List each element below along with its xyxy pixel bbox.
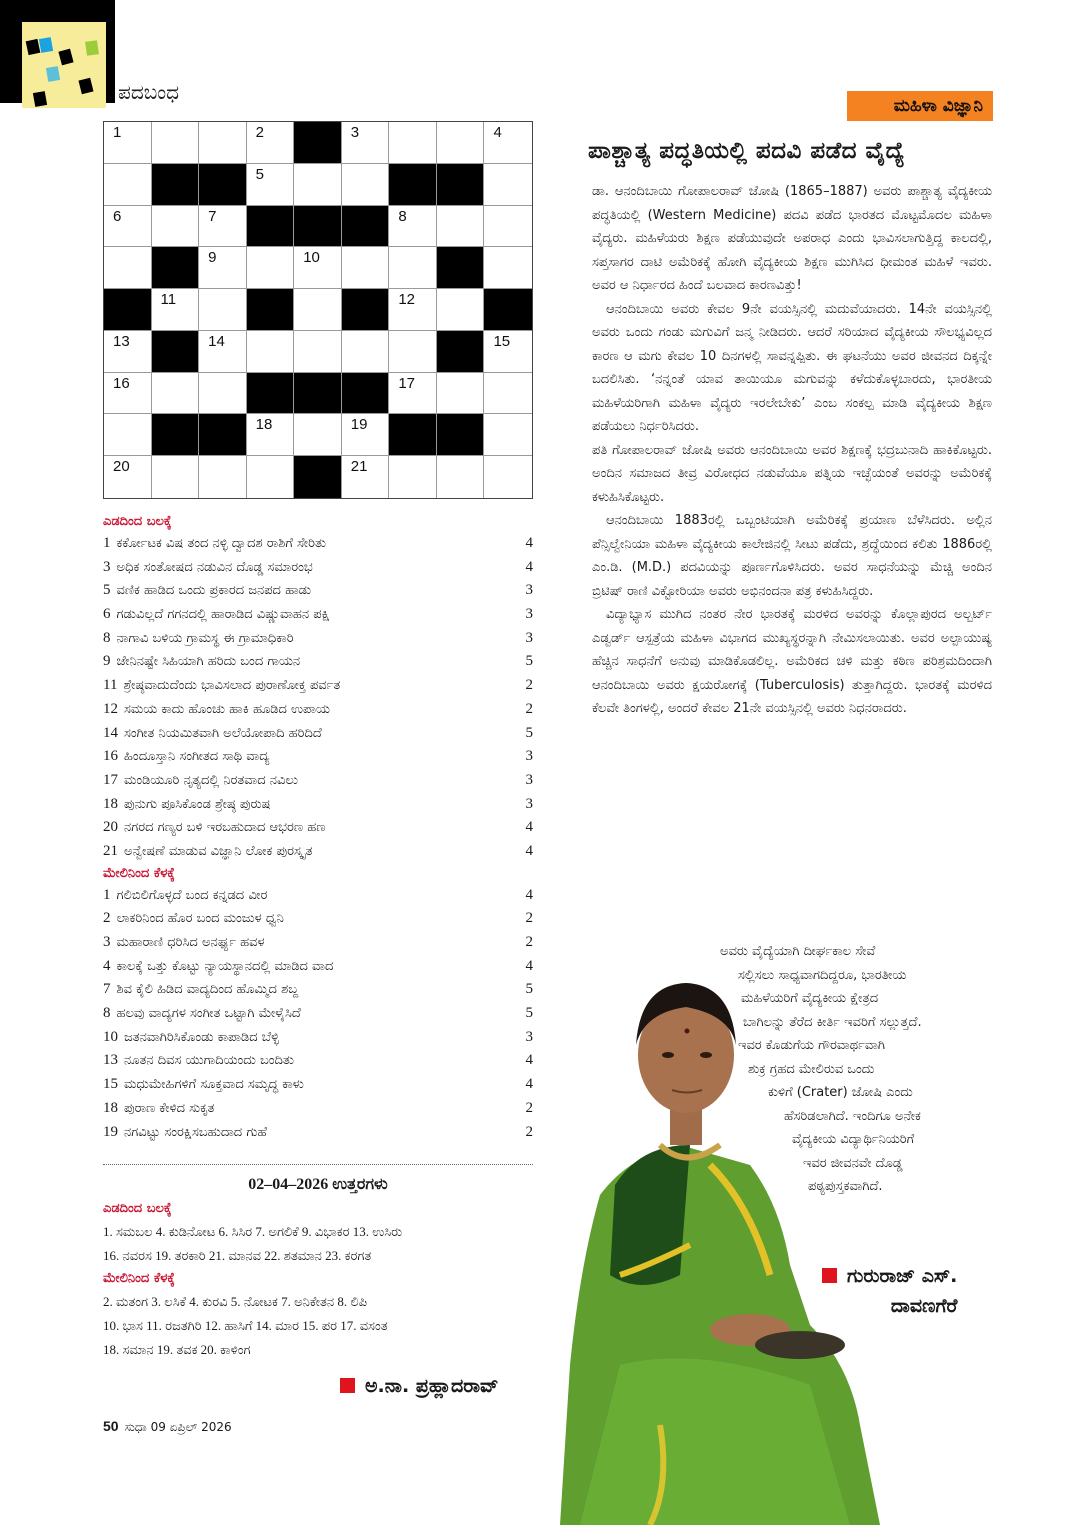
clue-text [103, 698, 519, 722]
eye [662, 1052, 674, 1058]
grid-cell[interactable] [437, 206, 485, 248]
grid-cell-black [342, 289, 390, 331]
clue-text [103, 579, 519, 603]
clue-label: ಲಾಕರಿನಿಂದ ಹೊರ ಬಂದ ಮಂಜುಳ ಧ್ವನಿ [116, 911, 284, 927]
bindi [685, 1029, 690, 1034]
clue-number: 7 [103, 981, 111, 998]
logo-square [39, 37, 53, 53]
grid-cell-black [342, 373, 390, 415]
down-clue [103, 1049, 533, 1073]
grid-cell-black [247, 373, 295, 415]
grid-cell-black [152, 414, 200, 456]
across-clue [103, 816, 533, 840]
clue-label: ಹಲವು ವಾದ್ಯಗಳ ಸಂಗೀತ ಒಟ್ಟಾಗಿ ಮೇಳೈಸಿದೆ [116, 1006, 301, 1022]
clue-text [103, 650, 519, 674]
grid-cell[interactable] [484, 206, 532, 248]
grid-cell[interactable] [199, 289, 247, 331]
clue-number: 20 [103, 819, 118, 836]
crossword-grid [103, 121, 533, 499]
clue-number: 6 [103, 606, 111, 623]
article-author-place: ದಾವಣಗೆರೆ [890, 1295, 958, 1317]
down-clue [103, 884, 533, 908]
clue-text [103, 1049, 519, 1073]
clue-label: ಮಹಾರಾಣಿ ಧರಿಸಿದ ಅನರ್ಘ್ಯ ಹವಳ [116, 935, 265, 950]
wrap-line: ಬಾಗಿಲನ್ನು ತೆರೆದ ಕೀರ್ತಿ ಇವರಿಗೆ ಸಲ್ಲುತ್ತದೆ. [743, 1014, 922, 1030]
cell-number: 1 [113, 124, 122, 141]
logo-square [58, 49, 73, 66]
cell-number: 18 [255, 416, 273, 434]
across-clue-list [103, 532, 533, 864]
clues-panel [103, 512, 533, 1144]
grid-cell-black [389, 164, 437, 206]
grid-cell-black [199, 164, 247, 206]
clue-length: 3 [525, 629, 533, 646]
grid-cell[interactable] [484, 373, 532, 415]
grid-cell[interactable] [104, 247, 152, 289]
clue-length: 3 [525, 606, 533, 623]
down-clue-list [103, 884, 533, 1145]
down-clue [103, 1026, 533, 1050]
clue-label: ಶಿವ ಕೈಲಿ ಹಿಡಿದ ವಾದ್ಯದಿಂದ ಹೊಮ್ಮಿದ ಶಬ್ದ [116, 982, 299, 998]
across-clue [103, 769, 533, 793]
clue-length: 3 [525, 771, 533, 788]
down-heading: ಮೇಲಿನಿಂದ ಕೆಳಕ್ಕೆ [103, 865, 175, 881]
clue-label: ನಗವಿಟ್ಟು ಸಂರಕ್ಷಿಸಬಹುದಾದ ಗುಹೆ [124, 1124, 268, 1140]
clue-label: ವಣಿಕ ಹಾಡಿದ ಒಂದು ಪ್ರಕಾರದ ಜನಪದ ಹಾಡು [116, 583, 312, 599]
grid-cell-black [437, 247, 485, 289]
clue-length: 2 [525, 700, 533, 717]
logo-square [33, 91, 47, 107]
clue-length: 4 [525, 819, 533, 836]
grid-cell[interactable] [104, 164, 152, 206]
clue-label: ನಗರದ ಗಣ್ಯರ ಬಳಿ ಇರಬಹುದಾದ ಆಭರಣ ಹಣ [124, 820, 326, 836]
page-number: 50 [103, 1418, 119, 1434]
footer-text: ಸುಧಾ 09 ಏಪ್ರಿಲ್ 2026 [124, 1420, 232, 1434]
article-body [592, 180, 992, 721]
red-square-icon [822, 1268, 837, 1283]
across-clue [103, 603, 533, 627]
cell-number: 10 [303, 249, 320, 267]
grid-cell[interactable] [199, 456, 247, 498]
down-clue [103, 907, 533, 931]
grid-cell-black [294, 122, 342, 164]
cell-number: 9 [208, 249, 217, 267]
grid-cell[interactable] [152, 373, 200, 415]
clue-number: 8 [103, 1005, 111, 1022]
article-paragraph: ಪತಿ ಗೋಪಾಲರಾವ್ ಜೋಷಿ ಅವರು ಆನಂದಿಬಾಯಿ ಅವರ ಶಿಕ್ಷಣಕ್ಕೆ ಭದ್ರಬುನಾದಿ ಹಾಕಿಕೊಟ್ಟರು. ಅಂದಿನ ಸಮಾಜದ ತೀವ್ರ ವಿರೋಧದ ನಡುವೆಯೂ ಪತ್ನಿಯ ಇಚ್ಛೆಯಂತೆ ಅವರನ್ನು ಅಮೆರಿಕಕ್ಕೆ ಕಳುಹಿಸಿಕೊಟ್ಟರು. [592, 442, 992, 505]
clue-number: 13 [103, 1052, 118, 1069]
grid-cell[interactable] [199, 247, 247, 289]
logo-square [85, 40, 99, 56]
dotted-divider [103, 1164, 533, 1165]
cell-number: 12 [398, 291, 416, 309]
grid-cell[interactable] [247, 414, 295, 456]
down-clue [103, 955, 533, 979]
grid-cell[interactable] [294, 331, 342, 373]
grid-cell[interactable] [342, 456, 390, 498]
clue-number: 11 [103, 677, 118, 694]
grid-cell[interactable] [389, 331, 437, 373]
clue-length: 2 [525, 1123, 533, 1140]
cell-number: 6 [113, 207, 122, 225]
grid-cell-black [342, 206, 390, 248]
cell-number: 13 [113, 332, 130, 350]
wrap-line: ಇವರ ಜೀವನವೇ ದೊಡ್ಡ [803, 1155, 903, 1171]
answers-down-line: 2. ಮತಂಗ 3. ಲಸಿಕೆ 4. ಕುರವಿ 5. ನೋಟಕ 7. ಅನಿಕೇತನ 8. ಲಿಪಿ [103, 1294, 368, 1309]
crossword-author [340, 1375, 498, 1397]
clue-length: 3 [525, 795, 533, 812]
cell-number: 16 [113, 374, 130, 392]
clue-length: 4 [525, 535, 533, 551]
down-clue [103, 1073, 533, 1097]
across-clue [103, 532, 533, 556]
answers-down-line: 18. ಸಮಾನ 19. ತವಕ 20. ಕಾಳಿಂಗ [103, 1342, 251, 1357]
across-clue [103, 556, 533, 580]
grid-cell[interactable] [484, 164, 532, 206]
down-clue [103, 931, 533, 955]
cell-number: 17 [398, 374, 416, 392]
down-clue [103, 1097, 533, 1121]
grid-cell-black [389, 414, 437, 456]
grid-cell[interactable] [247, 247, 295, 289]
clue-length: 5 [525, 1005, 533, 1022]
clue-length: 3 [525, 582, 533, 599]
grid-cell[interactable] [294, 289, 342, 331]
logo-square [26, 39, 41, 55]
clue-number: 3 [103, 558, 111, 575]
clue-number: 1 [103, 535, 111, 551]
clue-text [103, 722, 519, 746]
clue-label: ಜತನವಾಗಿರಿಸಿಕೊಂಡು ಕಾಪಾಡಿದ ಬೆಳ್ಳಿ [124, 1029, 280, 1045]
crossword-logo [22, 22, 106, 108]
clue-text [103, 816, 519, 840]
grid-cell[interactable] [342, 414, 390, 456]
clue-label: ಜೇನಿನಷ್ಟೇ ಸಿಹಿಯಾಗಿ ಹರಿದು ಬಂದ ಗಾಯನ [116, 654, 301, 670]
grid-cell[interactable] [152, 206, 200, 248]
clue-number: 3 [103, 934, 111, 950]
clue-length: 4 [525, 558, 533, 575]
clue-text [103, 884, 519, 908]
wrap-line: ಅವರು ವೈದ್ಯೆಯಾಗಿ ದೀರ್ಘಕಾಲ ಸೇವೆ [720, 944, 876, 959]
clue-number: 9 [103, 653, 111, 670]
clue-number: 21 [103, 842, 118, 859]
grid-cell-black [152, 247, 200, 289]
answers-down-line: 10. ಭಾಸ 11. ರಜತಗಿರಿ 12. ಹಾಸಿಗೆ 14. ಮಾರ 15. ಪರ 17. ವಸಂತ [103, 1318, 388, 1333]
across-heading: ಎಡದಿಂದ ಬಲಕ್ಕೆ [103, 514, 172, 529]
grid-cell[interactable] [437, 289, 485, 331]
crossword-author-name: ಅ.ನಾ. ಪ್ರಹ್ಲಾದರಾವ್ [365, 1375, 499, 1397]
clue-number: 2 [103, 910, 111, 927]
grid-cell-black [104, 289, 152, 331]
clue-length: 5 [525, 981, 533, 998]
clue-label: ಮಂಡಿಯೂರಿ ನೃತ್ಯದಲ್ಲಿ ನಿರತವಾದ ನವಿಲು [124, 772, 298, 788]
clue-label: ಶ್ರೇಷ್ಠವಾದುದೆಂದು ಭಾವಿಸಲಾದ ಪುರಾಣೋಕ್ತ ಪರ್ವತ [123, 678, 341, 694]
grid-cell[interactable] [342, 122, 390, 164]
clue-number: 5 [103, 582, 111, 599]
grid-cell[interactable] [342, 164, 390, 206]
grid-cell[interactable] [484, 122, 532, 164]
article-paragraph: ಆನಂದಿಬಾಯಿ 1883ರಲ್ಲಿ ಒಬ್ಬಂಟಿಯಾಗಿ ಅಮೆರಿಕಕ್ಕೆ ಪ್ರಯಾಣ ಬೆಳೆಸಿದರು. ಅಲ್ಲಿನ ಪೆನ್ಸಿಲ್ವೇನಿಯಾ ಮಹಿಳಾ ವೈದ್ಯಕೀಯ ಕಾಲೇಜಿನಲ್ಲಿ ಸೀಟು ಪಡೆದು, ಶ್ರದ್ಧೆಯಿಂದ ಕಲಿತು 1886ರಲ್ಲಿ ಎಂ.ಡಿ. (M.D.) ಪದವಿಯನ್ನು ಪೂರ್ಣಗೊಳಿಸಿದರು. ಅವರ ಸಾಧನೆಯನ್ನು ಮೆಚ್ಚಿ ಅಂದಿನ ಬ್ರಿಟಿಷ್ ರಾಣಿ ವಿಕ್ಟೋರಿಯಾ ಅವರು ಅಭಿನಂದನಾ ಪತ್ರ ಕಳುಹಿಸಿದ್ದರು. [592, 513, 992, 599]
clue-text [103, 1073, 519, 1097]
clue-label: ಕಾಲಕ್ಕೆ ಒತ್ತು ಕೊಟ್ಟು ನ್ಯಾಯಸ್ಥಾನದಲ್ಲಿ ಮಾಡಿದ ವಾದ [116, 958, 334, 974]
cell-number: 19 [350, 416, 368, 434]
cell-number: 8 [398, 207, 407, 225]
grid-cell[interactable] [342, 331, 390, 373]
clue-length: 2 [525, 910, 533, 927]
clue-length: 4 [525, 886, 533, 903]
section-label: ಪದಬಂಧ [118, 80, 180, 104]
clue-text [103, 674, 519, 698]
article-author-name: ಗುರುರಾಜ್ ಎಸ್. [847, 1265, 958, 1287]
cell-number: 5 [255, 165, 264, 183]
clue-label: ಗಲಿಬಿಲಿಗೊಳ್ಳದೆ ಬಂದ ಕನ್ನಡದ ವೀರ [116, 887, 268, 903]
clue-number: 1 [103, 886, 111, 903]
grid-cell[interactable] [199, 373, 247, 415]
clue-length: 2 [525, 1099, 533, 1116]
clue-number: 17 [103, 771, 118, 788]
clue-label: ಗಡುವಿಲ್ಲದೆ ಗಗನದಲ್ಲಿ ಹಾರಾಡಿದ ವಿಷ್ಣುವಾಹನ ಪಕ್ಷಿ [116, 607, 330, 623]
grid-cell[interactable] [294, 164, 342, 206]
grid-cell[interactable] [389, 289, 437, 331]
clue-number: 15 [103, 1076, 118, 1093]
grid-cell[interactable] [437, 456, 485, 498]
clue-number: 4 [103, 957, 111, 974]
article-paragraph: ವಿದ್ಯಾಭ್ಯಾಸ ಮುಗಿದ ನಂತರ ನೇರ ಭಾರತಕ್ಕೆ ಮರಳಿದ ಅವರನ್ನು ಕೊಲ್ಲಾಪುರದ ಅಲ್ಬರ್ಟ್ ಎಡ್ವರ್ಡ್ ಆಸ್ಪತ್ರೆಯ ಮಹಿಳಾ ವಿಭಾಗದ ಮುಖ್ಯಸ್ಥರನ್ನಾಗಿ ನೇಮಿಸಲಾಯಿತು. ಅವರ ಅಲ್ಪಾಯುಷ್ಯ ಹೆಚ್ಚಿನ ಸಾಧನೆಗೆ ಅನುವು ಮಾಡಿಕೊಡಲಿಲ್ಲ. ಅಮೆರಿಕದ ಚಳಿ ಮತ್ತು ಕಠಿಣ ಪರಿಶ್ರಮದಿಂದಾಗಿ ಆನಂದಿಬಾಯಿ ಅವರು ಕ್ಷಯರೋಗಕ್ಕೆ (Tuberculosis) ತುತ್ತಾಗಿದ್ದರು. ಭಾರತಕ್ಕೆ ಮರಳಿದ ಕೆಲವೇ ತಿಂಗಳಲ್ಲಿ, ಅಂದರೆ ಕೇವಲ 21ನೇ ವಯಸ್ಸಿನಲ್ಲಿ ಅವರು ನಿಧನರಾದರು. [592, 607, 992, 716]
wrap-line: ಇವರ ಕೊಡುಗೆಯ ಗೌರವಾರ್ಥವಾಗಿ [738, 1038, 885, 1053]
wrap-line: ವೈದ್ಯಕೀಯ ವಿದ್ಯಾರ್ಥಿನಿಯರಿಗೆ [792, 1132, 915, 1147]
grid-cell[interactable] [152, 456, 200, 498]
article-author [822, 1265, 957, 1317]
grid-cell-black [152, 164, 200, 206]
cell-number: 15 [493, 332, 511, 350]
answers-panel [103, 1198, 533, 1362]
cell-number: 7 [208, 207, 217, 225]
clue-label: ಪುರಾಣ ಕೇಳಿದ ಸುಕೃತ [124, 1100, 215, 1116]
grid-cell[interactable] [104, 456, 152, 498]
article-wrap-text [700, 940, 1000, 1199]
grid-cell-black [437, 164, 485, 206]
clue-text [103, 907, 519, 931]
cell-number: 2 [255, 124, 264, 141]
across-clue [103, 579, 533, 603]
cell-number: 11 [160, 291, 177, 309]
clue-text [103, 532, 519, 556]
grid-cell-black [247, 206, 295, 248]
cell-number: 3 [350, 124, 360, 141]
grid-cell[interactable] [437, 122, 485, 164]
across-clue [103, 745, 533, 769]
clue-label: ನೂತನ ದಿವಸ ಯುಗಾದಿಯಂದು ಬಂದಿತು [124, 1053, 294, 1069]
answers-across-line: 16. ನವರಸ 19. ತರಕಾರಿ 21. ಮಾನವ 22. ಶತಮಾನ 23. ಕರಗತ [103, 1248, 372, 1263]
clue-number: 18 [103, 1099, 118, 1116]
clue-number: 14 [103, 724, 118, 741]
article-title: ಪಾಶ್ಚಾತ್ಯ ಪದ್ಧತಿಯಲ್ಲಿ ಪದವಿ ಪಡೆದ ವೈದ್ಯೆ [588, 138, 906, 164]
grid-cell[interactable] [247, 456, 295, 498]
clue-label: ಮಧುಮೇಹಿಗಳಿಗೆ ಸೂಕ್ತವಾದ ಸಮೃದ್ಧ ಕಾಳು [124, 1077, 304, 1093]
across-clue [103, 698, 533, 722]
wrap-line: ಕುಳಿಗೆ (Crater) ಜೋಷಿ ಎಂದು [768, 1085, 913, 1100]
clue-label: ಸಮಯ ಕಾದು ಹೊಂಚು ಹಾಕಿ ಹೂಡಿದ ಉಪಾಯ [124, 701, 330, 717]
grid-cell[interactable] [484, 456, 532, 498]
clue-length: 4 [525, 1052, 533, 1069]
clue-label: ನಾಗಾವಿ ಬಳಿಯ ಗ್ರಾಮಸ್ಥ ಈ ಗ್ರಾಮಾಧಿಕಾರಿ [116, 630, 294, 646]
grid-cell-black [152, 331, 200, 373]
logo-square [46, 66, 60, 82]
grid-cell[interactable] [389, 456, 437, 498]
grid-cell-black [484, 289, 532, 331]
grid-cell[interactable] [247, 164, 295, 206]
purse-shape [755, 1331, 845, 1359]
clue-text [103, 556, 519, 580]
wrap-line: ಪಠ್ಯಪುಸ್ತಕವಾಗಿದೆ. [808, 1179, 883, 1194]
cell-number: 21 [350, 458, 368, 476]
grid-cell[interactable] [342, 247, 390, 289]
clue-length: 4 [525, 842, 533, 859]
clue-length: 4 [525, 1076, 533, 1093]
clue-length: 5 [525, 724, 533, 741]
answers-title: 02–04–2026 ಉತ್ತರಗಳು [248, 1176, 388, 1193]
grid-cell[interactable] [152, 289, 200, 331]
grid-cell[interactable] [437, 373, 485, 415]
answers-down-heading: ಮೇಲಿನಿಂದ ಕೆಳಕ್ಕೆ [103, 1271, 175, 1286]
clue-label: ಸಂಗೀತ ನಿಯಮಿತವಾಗಿ ಅಲೆಯೋಪಾದಿ ಹರಿದಿದೆ [124, 725, 322, 741]
grid-cell[interactable] [104, 414, 152, 456]
clue-text [103, 840, 519, 864]
grid-cell[interactable] [247, 122, 295, 164]
down-clue [103, 978, 533, 1002]
clue-length: 2 [525, 677, 533, 694]
clue-text [103, 745, 519, 769]
grid-cell[interactable] [199, 122, 247, 164]
clue-number: 16 [103, 748, 118, 765]
clue-label: ಅನ್ವೇಷಣೆ ಮಾಡುವ ವಿಜ್ಞಾನಿ ಲೋಕ ಪುರಸ್ಕೃತ [124, 843, 313, 859]
wrap-line: ಹೆಸರಿಡಲಾಗಿದೆ. ಇಂದಿಗೂ ಅನೇಕ [784, 1108, 921, 1124]
clue-label: ಹಿಂದೂಸ್ತಾನಿ ಸಂಗೀತದ ಸಾಥಿ ವಾದ್ಯ [124, 749, 270, 765]
grid-cell-black [294, 206, 342, 248]
clue-length: 2 [525, 934, 533, 950]
clue-text [103, 769, 519, 793]
clue-number: 19 [103, 1123, 118, 1140]
grid-cell-black [247, 289, 295, 331]
grid-cell-black [437, 331, 485, 373]
clue-number: 18 [103, 795, 118, 812]
across-clue [103, 674, 533, 698]
grid-cell[interactable] [294, 247, 342, 289]
grid-cell-black [437, 414, 485, 456]
wrap-line: ಶುಕ್ರ ಗ್ರಹದ ಮೇಲಿರುವ ಒಂದು [748, 1061, 875, 1077]
grid-cell-black [294, 456, 342, 498]
clue-text [103, 1121, 519, 1145]
grid-cell[interactable] [389, 122, 437, 164]
clue-text [103, 1026, 519, 1050]
logo-square [78, 78, 93, 94]
red-square-icon [340, 1378, 355, 1393]
across-clue [103, 627, 533, 651]
grid-cell[interactable] [152, 122, 200, 164]
clue-length: 4 [525, 957, 533, 974]
clue-text [103, 1002, 519, 1026]
clue-label: ಪುನುಗು ಪೂಸಿಕೊಂಡ ಶ್ರೇಷ್ಠ ಪುರುಷ [124, 796, 271, 812]
clue-text [103, 603, 519, 627]
clue-text [103, 931, 519, 955]
grid-cell[interactable] [389, 247, 437, 289]
across-clue [103, 840, 533, 864]
grid-cell[interactable] [104, 206, 152, 248]
answers-across-line: 1. ಸಮಬಲ 4. ಕುಡಿನೋಟ 6. ಸಿಸಿರ 7. ಅಗಲಿಕೆ 9. ವಿಭಾಕರ 13. ಉಸಿರು [103, 1224, 403, 1239]
clue-length: 3 [525, 1028, 533, 1045]
grid-cell[interactable] [199, 331, 247, 373]
grid-cell[interactable] [389, 206, 437, 248]
wrap-line: ಮಹಿಳೆಯರಿಗೆ ವೈದ್ಯಕೀಯ ಕ್ಷೇತ್ರದ [741, 991, 879, 1006]
grid-cell[interactable] [294, 414, 342, 456]
clue-label: ಕರ್ಕೋಟಕ ವಿಷ ತಂದ ನಳ್ಳಿ ದ್ವಾದಶ ರಾಶಿಗೆ ಸೇರಿತು [116, 536, 327, 551]
across-clue [103, 650, 533, 674]
clue-number: 10 [103, 1028, 118, 1045]
clue-text [103, 1097, 519, 1121]
grid-cell-black [294, 373, 342, 415]
down-clue [103, 1121, 533, 1145]
wrap-line: ಸಲ್ಲಿಸಲು ಸಾಧ್ಯವಾಗದಿದ್ದರೂ, ಭಾರತೀಯ [738, 967, 907, 983]
grid-cell[interactable] [484, 331, 532, 373]
cell-number: 20 [113, 458, 130, 476]
clue-number: 8 [103, 629, 111, 646]
grid-cell[interactable] [484, 247, 532, 289]
grid-cell[interactable] [389, 373, 437, 415]
clue-number: 12 [103, 700, 118, 717]
article-paragraph: ಡಾ. ಆನಂದಿಬಾಯಿ ಗೋಪಾಲರಾವ್ ಜೋಷಿ (1865–1887) ಅವರು ಪಾಶ್ಚಾತ್ಯ ವೈದ್ಯಕೀಯ ಪದ್ಧತಿಯಲ್ಲಿ (Western Medicine) ಪದವಿ ಪಡೆದ ಭಾರತದ ಮೊಟ್ಟಮೊದಲ ಮಹಿಳಾ ವೈದ್ಯರು. ಮಹಿಳೆಯರು ಶಿಕ್ಷಣ ಪಡೆಯುವುದೇ ಅಪರಾಧ ಎಂದು ಭಾವಿಸಲಾಗುತ್ತಿದ್ದ ಕಾಲದಲ್ಲಿ, ಸಪ್ತಸಾಗರ ದಾಟಿ ಅಮೆರಿಕಕ್ಕೆ ಹೋಗಿ ವೈದ್ಯಕೀಯ ಶಿಕ್ಷಣ ಮುಗಿಸಿದ ಧೀಮಂತ ಮಹಿಳೆ ಇವರು. ಅವರ ಆ ನಿರ್ಧಾರದ ಹಿಂದೆ ಬಲವಾದ ಕಾರಣವಿತ್ತು! [592, 184, 992, 293]
across-clue [103, 793, 533, 817]
grid-cell[interactable] [247, 331, 295, 373]
clue-text [103, 793, 519, 817]
article-paragraph: ಆನಂದಿಬಾಯಿ ಅವರು ಕೇವಲ 9ನೇ ವಯಸ್ಸಿನಲ್ಲಿ ಮದುವೆಯಾದರು. 14ನೇ ವಯಸ್ಸಿನಲ್ಲಿ ಅವರು ಒಂದು ಗಂಡು ಮಗುವಿಗೆ ಜನ್ಮ ನೀಡಿದರು. ಆದರೆ ಸರಿಯಾದ ವೈದ್ಯಕೀಯ ಸೌಲಭ್ಯವಿಲ್ಲದ ಕಾರಣ ಆ ಮಗು ಕೇವಲ 10 ದಿನಗಳಲ್ಲಿ ಸಾವನ್ನಪ್ಪಿತು. ಈ ಘಟನೆಯು ಅವರ ಜೀವನದ ದಿಕ್ಕನ್ನೇ ಬದಲಿಸಿತು. ‘ನನ್ನಂತೆ ಯಾವ ತಾಯಿಯೂ ಮಗುವನ್ನು ಕಳೆದುಕೊಳ್ಳಬಾರದು, ಭಾರತೀಯ ಮಹಿಳೆಯರಿಗಾಗಿ ಮಹಿಳಾ ವೈದ್ಯರು ಇರಲೇಬೇಕು’ ಎಂಬ ಸಂಕಲ್ಪ ಮಾಡಿ ವೈದ್ಯಕೀಯ ಶಿಕ್ಷಣ ಪಡೆಯಲು ನಿರ್ಧರಿಸಿದರು. [592, 301, 992, 434]
section-tag: ಮಹಿಳಾ ವಿಜ್ಞಾನಿ [847, 91, 993, 121]
page-footer [103, 1418, 232, 1435]
down-clue [103, 1002, 533, 1026]
clue-text [103, 978, 519, 1002]
grid-cell[interactable] [104, 122, 152, 164]
across-clue [103, 722, 533, 746]
clue-length: 5 [525, 653, 533, 670]
clue-length: 3 [525, 748, 533, 765]
cell-number: 14 [208, 332, 225, 350]
clue-text [103, 627, 519, 651]
grid-cell[interactable] [199, 206, 247, 248]
clue-text [103, 955, 519, 979]
clue-label: ಅಧಿಕ ಸಂತೋಷದ ನಡುವಿನ ದೊಡ್ಡ ಸಮಾರಂಭ [116, 559, 313, 575]
grid-cell[interactable] [104, 373, 152, 415]
grid-cell[interactable] [484, 414, 532, 456]
grid-cell[interactable] [104, 331, 152, 373]
answers-across-heading: ಎಡದಿಂದ ಬಲಕ್ಕೆ [103, 1201, 172, 1216]
cell-number: 4 [493, 124, 502, 141]
grid-cell-black [199, 414, 247, 456]
